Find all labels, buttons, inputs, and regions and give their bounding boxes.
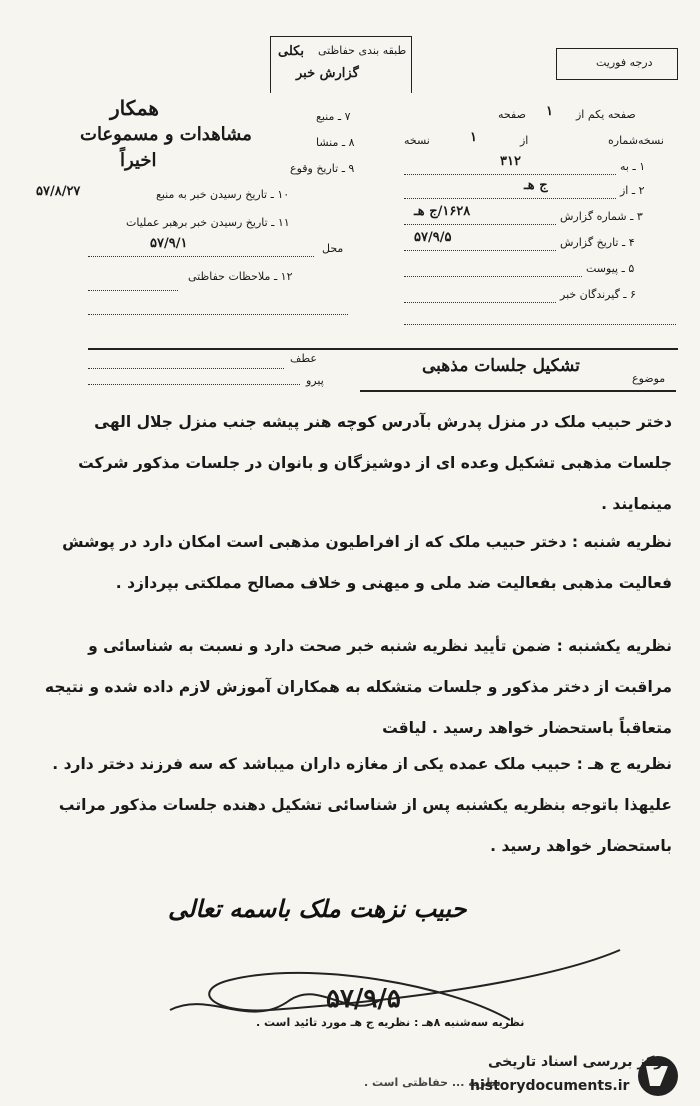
urgency-label: درجه فوریت xyxy=(596,56,653,69)
recipients-label: ۶ ـ گیرندگان خبر xyxy=(560,288,636,301)
attachment-label: ۵ ـ پیوست xyxy=(586,262,635,275)
paragraph-sunday-opinion: نظریه یکشنبه : ضمن تأیید نظریه شنبه خبر صحت دارد و نسبت به شناسائی و مراقبت از دختر مذکور و جلسات متشکله به همکاران آموزش لازم داده شده و نتیجه متعاقباً باستحضار خواهد رسید . لیاقت xyxy=(44,637,672,737)
subject-label: موضوع xyxy=(632,372,666,385)
paragraph-saturday-opinion: نظریه شنبه : دختر حبیب ملک که از افراطیون مذهبی است امکان دارد در پوشش فعالیت مذهبی بفعالیت ضد ملی و میهنی و خلاف مصالح مملکتی بپردازد . xyxy=(62,533,672,592)
report-number-value: ۱۶۲۸/ج هـ xyxy=(414,204,471,219)
copy-label: نسخه‌شماره xyxy=(608,134,664,147)
source-value: همکار xyxy=(110,96,159,120)
handwritten-annotation: حبیب نزهت ملک باسمه تعالی xyxy=(168,894,467,923)
origin-value: مشاهدات و مسموعات xyxy=(80,124,252,145)
report-date-value: ۵۷/۹/۵ xyxy=(414,230,452,245)
from-label: ۲ ـ از xyxy=(620,184,645,197)
source-receipt-label: ۱۰ ـ تاریخ رسیدن خبر به منبع xyxy=(156,188,290,201)
classification-label: طبقه بندی حفاظتی xyxy=(318,44,407,57)
security-notes-label: ۱۲ ـ ملاحظات حفاظتی xyxy=(188,270,293,283)
archive-center-name: مرکز بررسی اسناد تاریخی xyxy=(488,1054,672,1070)
copy-suffix: نسخه xyxy=(404,134,430,147)
paragraph-report: دختر حبیب ملک در منزل پدرش بآدرس کوچه هنر پیشه جنب منزل جلال الهی جلسات مذهبی تشکیل وعده ای از دوشیزگان و بانوان در جلسات مذکور شرکت مینمایند . xyxy=(78,413,672,513)
atf-label: عطف xyxy=(290,352,317,365)
copy-from: از xyxy=(520,134,529,147)
copy-value: ۱ xyxy=(470,130,477,145)
occurrence-date-value: اخیراً xyxy=(120,150,157,171)
leader-receipt-value: ۵۷/۹/۱ xyxy=(150,236,188,251)
source-receipt-value: ۵۷/۸/۲۷ xyxy=(36,184,81,199)
subject-value: تشکیل جلسات مذهبی xyxy=(422,356,580,376)
report-number-label: ۳ ـ شماره گزارش xyxy=(560,210,643,223)
origin-label: ۸ ـ منشا xyxy=(316,136,355,149)
paragraph-jh-opinion: نظریه ج هـ : حبیب ملک عمده یکی از مغازه داران میباشد که سه فرزند دختر دارد . علیهذا باتوجه بنظریه یکشنبه پس از شناسائی تشکیل دهنده جلسات مذکور مراتب باستحضار خواهد رسید . xyxy=(52,755,672,855)
to-label: ۱ ـ به xyxy=(620,160,646,173)
from-value: ج هـ xyxy=(524,178,548,193)
archive-website: historydocuments.ir xyxy=(470,1078,630,1094)
peyro-label: پیرو xyxy=(306,374,324,387)
page-suffix: صفحه xyxy=(498,108,526,121)
classification-value: بکلی xyxy=(278,44,304,59)
page-label: صفحه یکم از xyxy=(576,108,636,121)
page-value: ۱ xyxy=(546,104,553,119)
report-date-label: ۴ ـ تاریخ گزارش xyxy=(560,236,635,249)
place-label: محل xyxy=(322,242,344,255)
source-label: ۷ ـ منبع xyxy=(316,110,351,123)
handwritten-date: ۵۷/۹/۵ xyxy=(326,984,401,1014)
report-title: گزارش خبر xyxy=(296,66,359,81)
final-note: نظریه ... حفاظتی است . xyxy=(364,1076,501,1089)
tuesday-note: نظریه سه‌شنبه ۸هـ : نظریه ج هـ مورد تائید است . xyxy=(256,1016,525,1029)
occurrence-date-label: ۹ ـ تاریخ وقوع xyxy=(290,162,355,175)
to-value: ۳۱۲ xyxy=(500,154,521,169)
leader-receipt-label: ۱۱ ـ تاریخ رسیدن خبر برهبر عملیات xyxy=(126,216,290,229)
